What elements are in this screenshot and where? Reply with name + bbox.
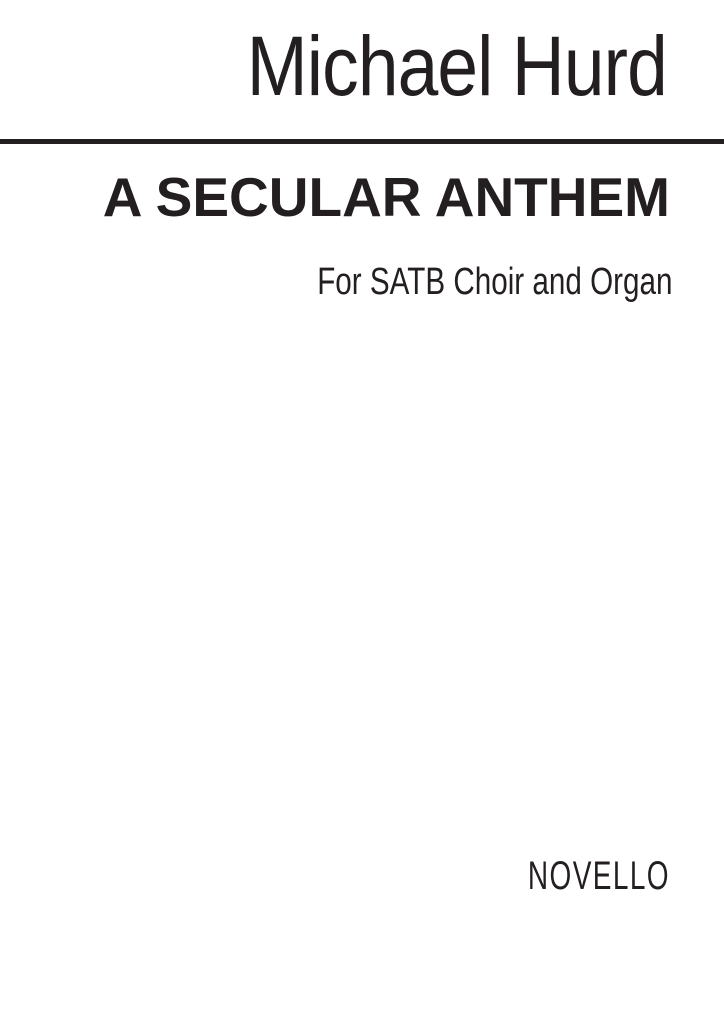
piece-subtitle: For SATB Choir and Organ xyxy=(316,261,672,303)
composer-name: Michael Hurd xyxy=(246,19,667,113)
divider-rule xyxy=(0,139,724,144)
piece-title: A SECULAR ANTHEM xyxy=(102,166,670,228)
publisher-wordmark: NOVELLO xyxy=(527,854,670,898)
